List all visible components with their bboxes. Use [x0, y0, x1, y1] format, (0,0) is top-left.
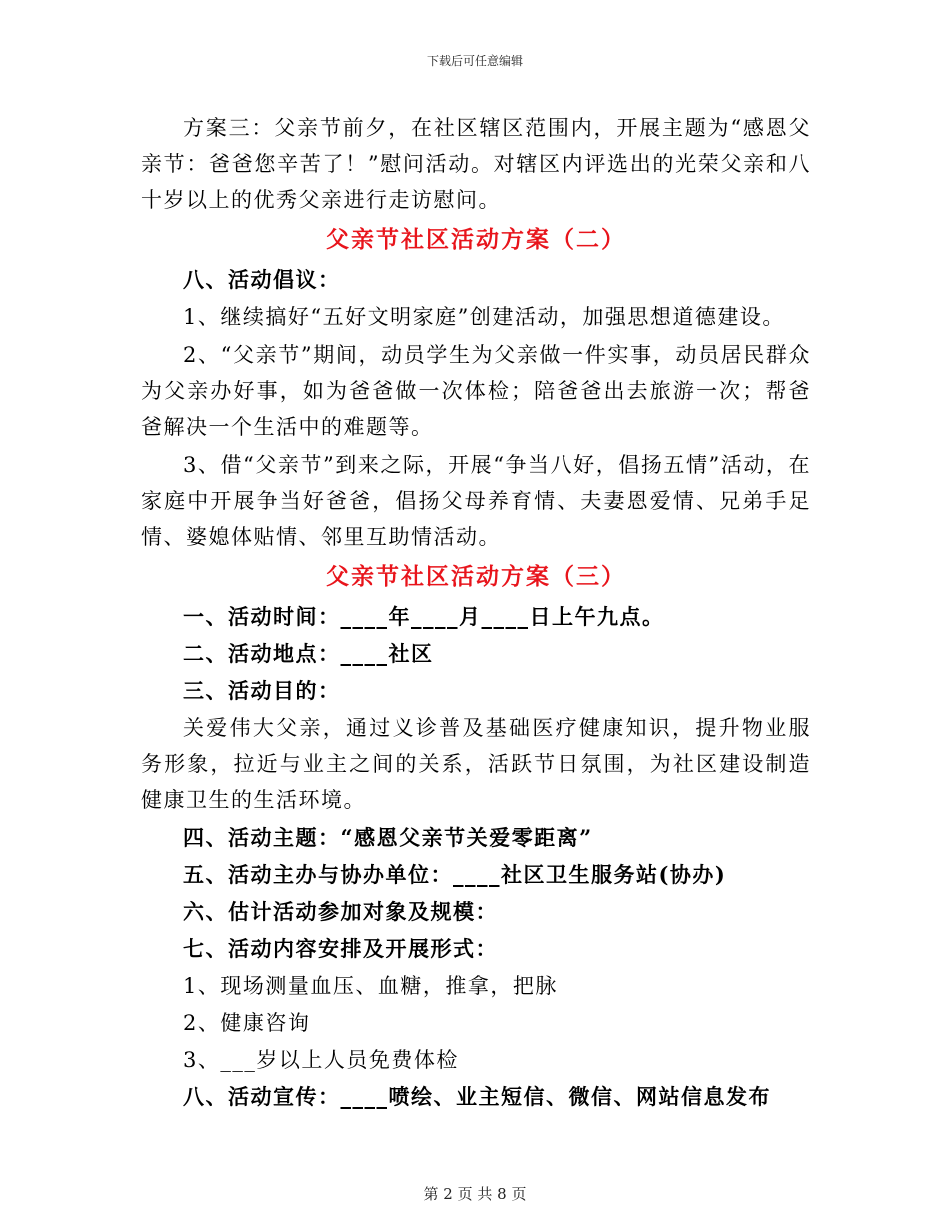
- section-3-title: 父亲节社区活动方案（三）: [326, 563, 626, 590]
- activity-publicity: 八、活动宣传：____喷绘、业主短信、微信、网站信息发布: [183, 1084, 771, 1109]
- activity-purpose-heading: 三、活动目的：: [183, 678, 341, 703]
- document-body: [141, 110, 811, 1116]
- activity-theme: 四、活动主题：“感恩父亲节关爱零距离”: [183, 825, 593, 850]
- section-2-item-1: 1、继续搞好“五好文明家庭”创建活动，加强思想道德建设。: [183, 305, 785, 329]
- section-2-item-3: 3、借“父亲节”到来之际，开展“争当八好，倡扬五情”活动，在家庭中开展争当好爸爸，倡扬父母养育情、夫妻恩爱情、兄弟手足情、婆媳体贴情、邻里互助情活动。: [141, 453, 811, 549]
- content-item-2: 2、健康咨询: [183, 1011, 311, 1035]
- activity-place: 二、活动地点：____社区: [183, 641, 434, 666]
- section-2-title: 父亲节社区活动方案（二）: [326, 226, 626, 253]
- activity-purpose-text: 关爱伟大父亲，通过义诊普及基础医疗健康知识，提升物业服务形象，拉近与业主之间的关系，活跃节日氛围，为社区建设制造健康卫生的生活环境。: [141, 716, 811, 812]
- content-item-1: 1、现场测量血压、血糖，推拿，把脉: [183, 974, 558, 998]
- section-2-item-2: 2、“父亲节”期间，动员学生为父亲做一件实事，动员居民群众为父亲办好事，如为爸爸做一次体检；陪爸爸出去旅游一次；帮爸爸解决一个生活中的难题等。: [141, 343, 811, 439]
- intro-paragraph: 方案三：父亲节前夕，在社区辖区范围内，开展主题为“感恩父亲节：爸爸您辛苦了！”慰问活动。对辖区内评选出的光荣父亲和八十岁以上的优秀父亲进行走访慰问。: [141, 116, 811, 212]
- activity-participants: 六、估计活动参加对象及规模：: [183, 899, 498, 924]
- section-2-heading: 八、活动倡议：: [183, 267, 341, 292]
- activity-organizer: 五、活动主办与协办单位：____社区卫生服务站(协办): [183, 862, 727, 887]
- page-footer: 第 2 页 共 8 页: [423, 1185, 527, 1203]
- content-item-3: 3、___岁以上人员免费体检: [183, 1048, 459, 1072]
- activity-content-heading: 七、活动内容安排及开展形式：: [183, 936, 498, 961]
- page-header: 下载后可任意编辑: [426, 54, 523, 68]
- activity-time: 一、活动时间：____年____月____日上午九点。: [183, 604, 665, 629]
